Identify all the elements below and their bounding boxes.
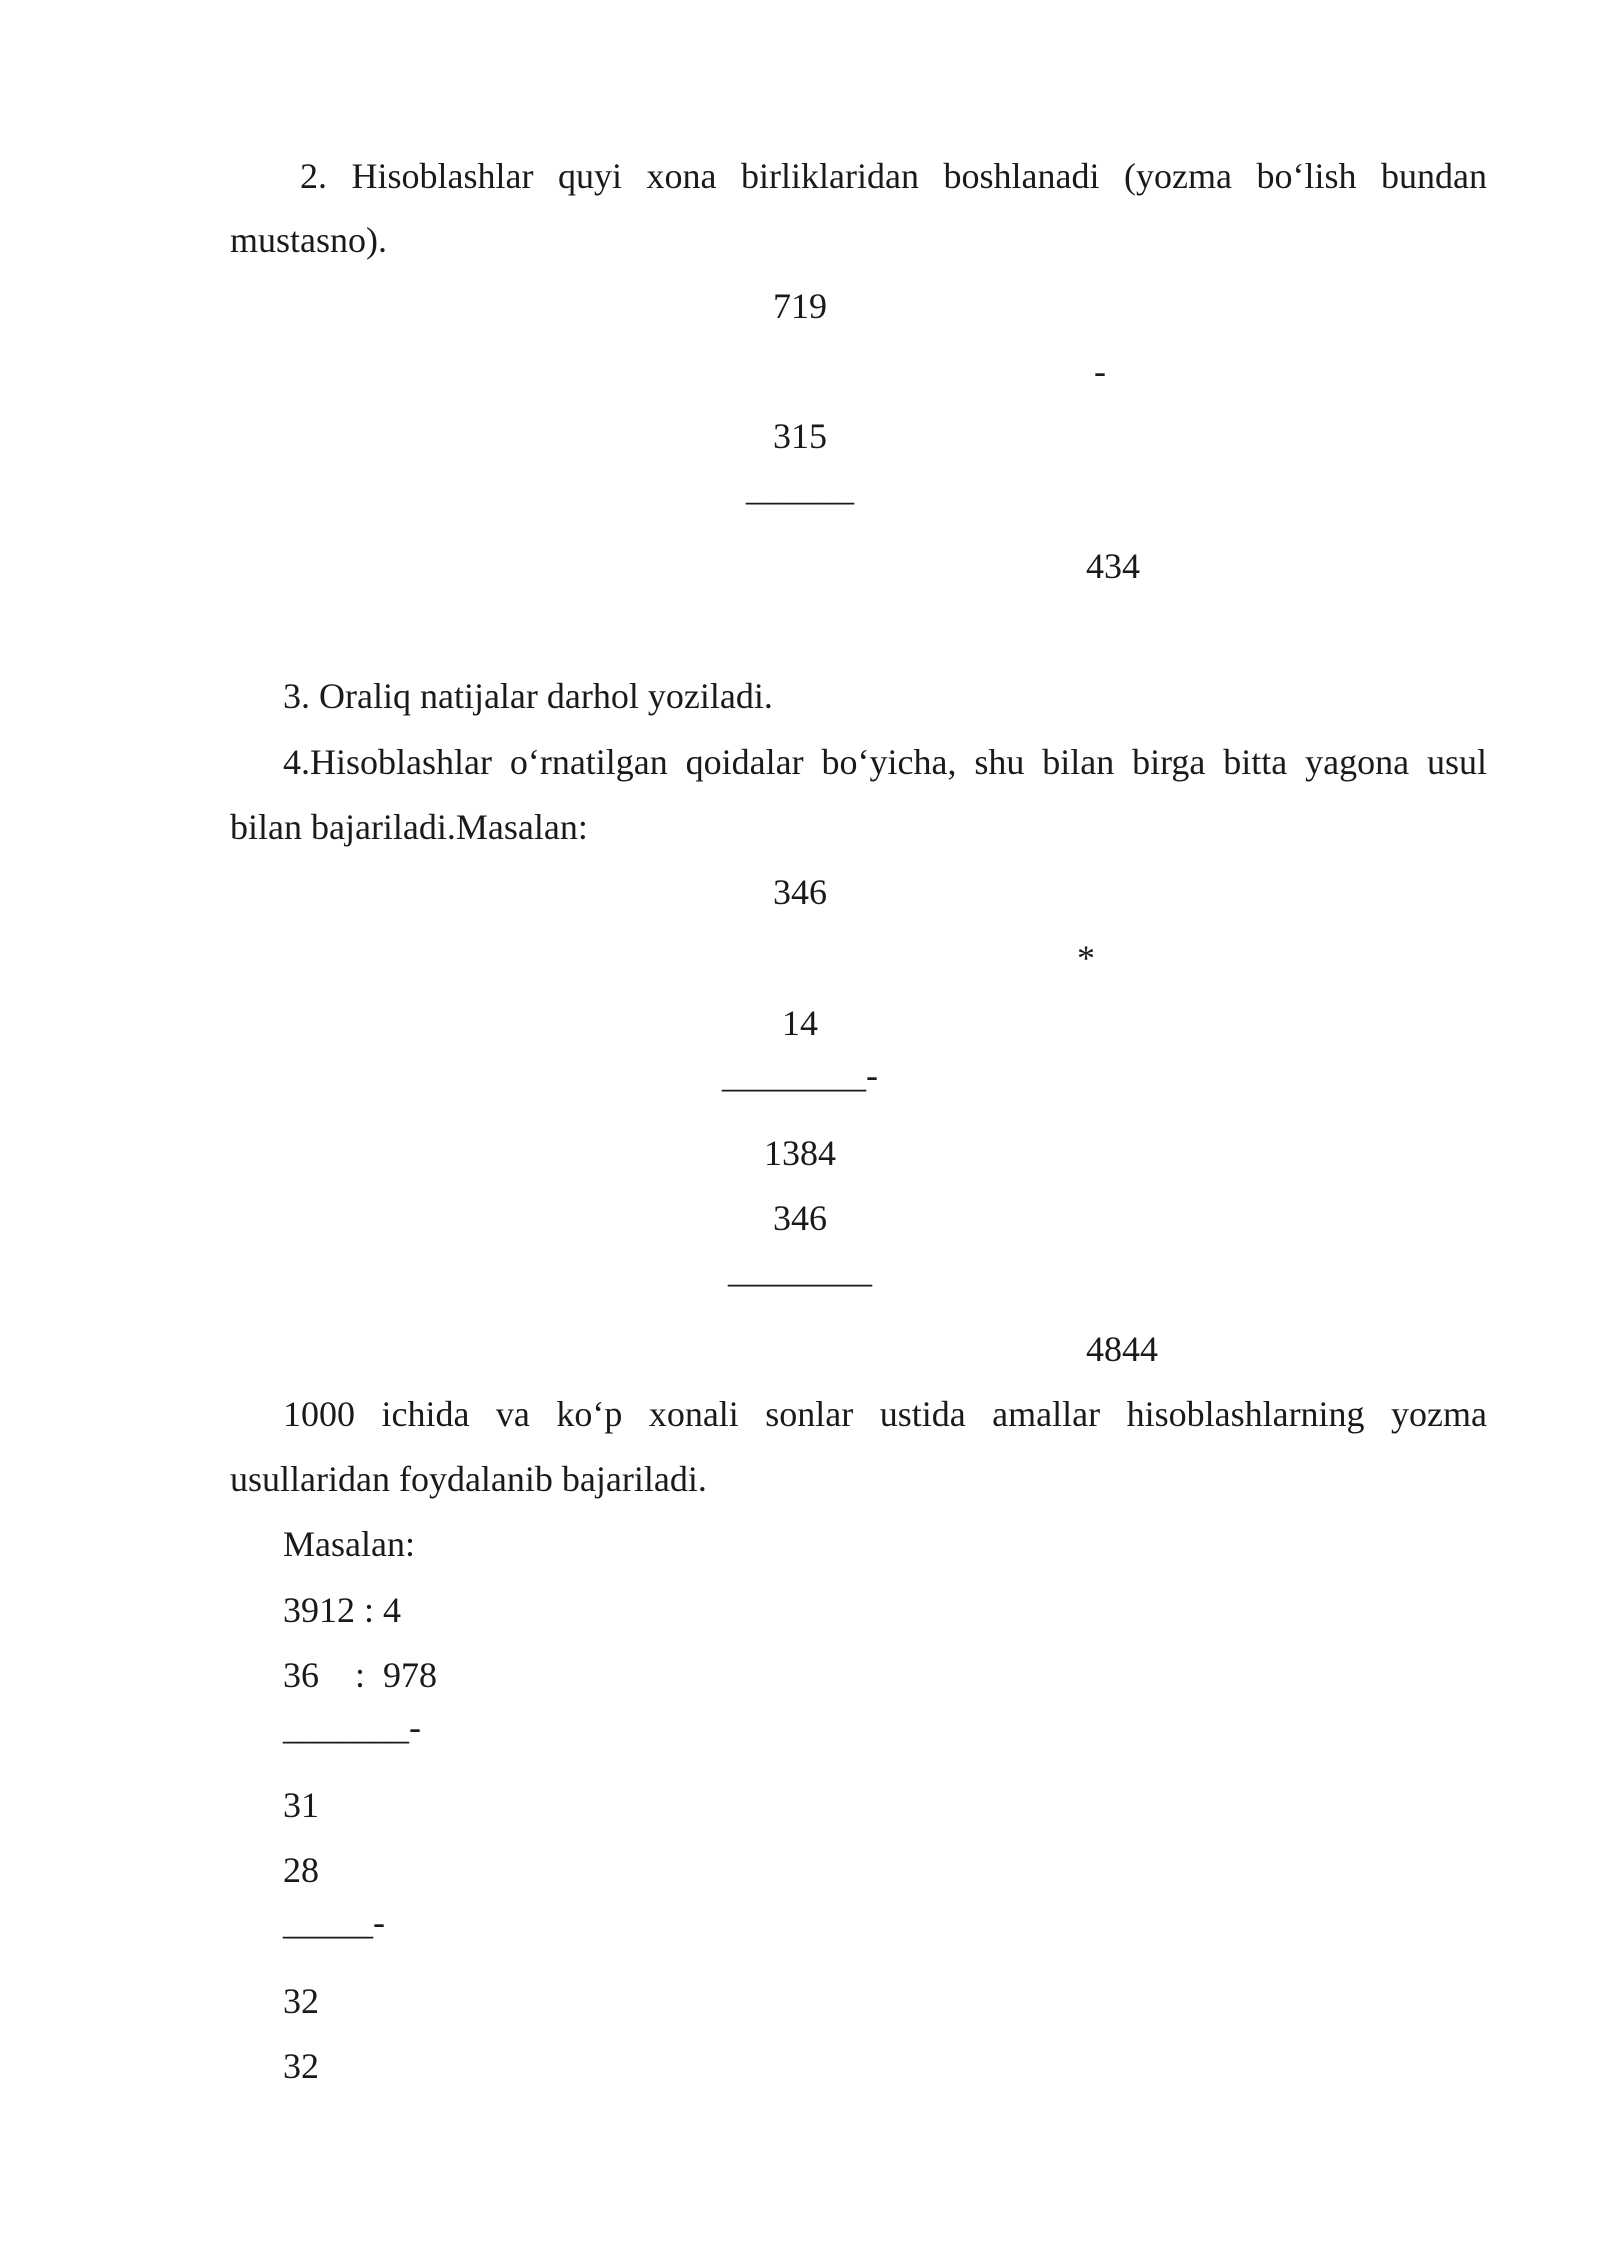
paragraph-3: 3. Oraliq natijalar darhol yoziladi. — [283, 676, 773, 716]
subtraction-subtrahend: 315 — [773, 416, 827, 456]
multiplication-partial-2: 346 — [773, 1198, 827, 1238]
multiplication-partial-1: 1384 — [764, 1133, 836, 1173]
division-rule-2: _____- — [283, 1902, 385, 1942]
paragraph-5-line-2: usullaridan foydalanib bajariladi. — [230, 1459, 707, 1499]
paragraph-5-line-1: 1000 ichida va ko‘p xonali sonlar ustida amallar hisoblashlarning yozma — [283, 1394, 1487, 1434]
subtraction-result: 434 — [1086, 546, 1140, 586]
division-rule-1: _______- — [283, 1707, 421, 1747]
division-step-4: 32 — [283, 1981, 319, 2021]
paragraph-4-line-2: bilan bajariladi.Masalan: — [230, 807, 588, 847]
masalan-label: Masalan: — [283, 1524, 415, 1564]
division-step-3: 28 — [283, 1850, 319, 1890]
subtraction-minuend: 719 — [773, 286, 827, 326]
multiplication-multiplicand: 346 — [773, 872, 827, 912]
multiplication-operator: * — [1077, 938, 1095, 978]
division-expression: 3912 : 4 — [283, 1590, 402, 1630]
multiplication-rule-1: ________- — [722, 1055, 878, 1095]
paragraph-2-line-1: 2. Hisoblashlar quyi xona birliklaridan boshlanadi (yozma bo‘lish bundan — [300, 156, 1487, 196]
multiplication-multiplier: 14 — [782, 1003, 818, 1043]
subtraction-rule: ______ — [746, 468, 854, 508]
paragraph-4-line-1: 4.Hisoblashlar o‘rnatilgan qoidalar bo‘yicha, shu bilan birga bitta yagona usul — [283, 742, 1487, 782]
multiplication-rule-2: ________ — [728, 1250, 872, 1290]
division-step-1: 36 : 978 — [283, 1655, 438, 1695]
division-step-5: 32 — [283, 2046, 319, 2086]
paragraph-2-line-2: mustasno). — [230, 220, 387, 260]
division-step-2: 31 — [283, 1785, 319, 1825]
multiplication-result: 4844 — [1086, 1329, 1158, 1369]
subtraction-operator: - — [1094, 351, 1106, 391]
